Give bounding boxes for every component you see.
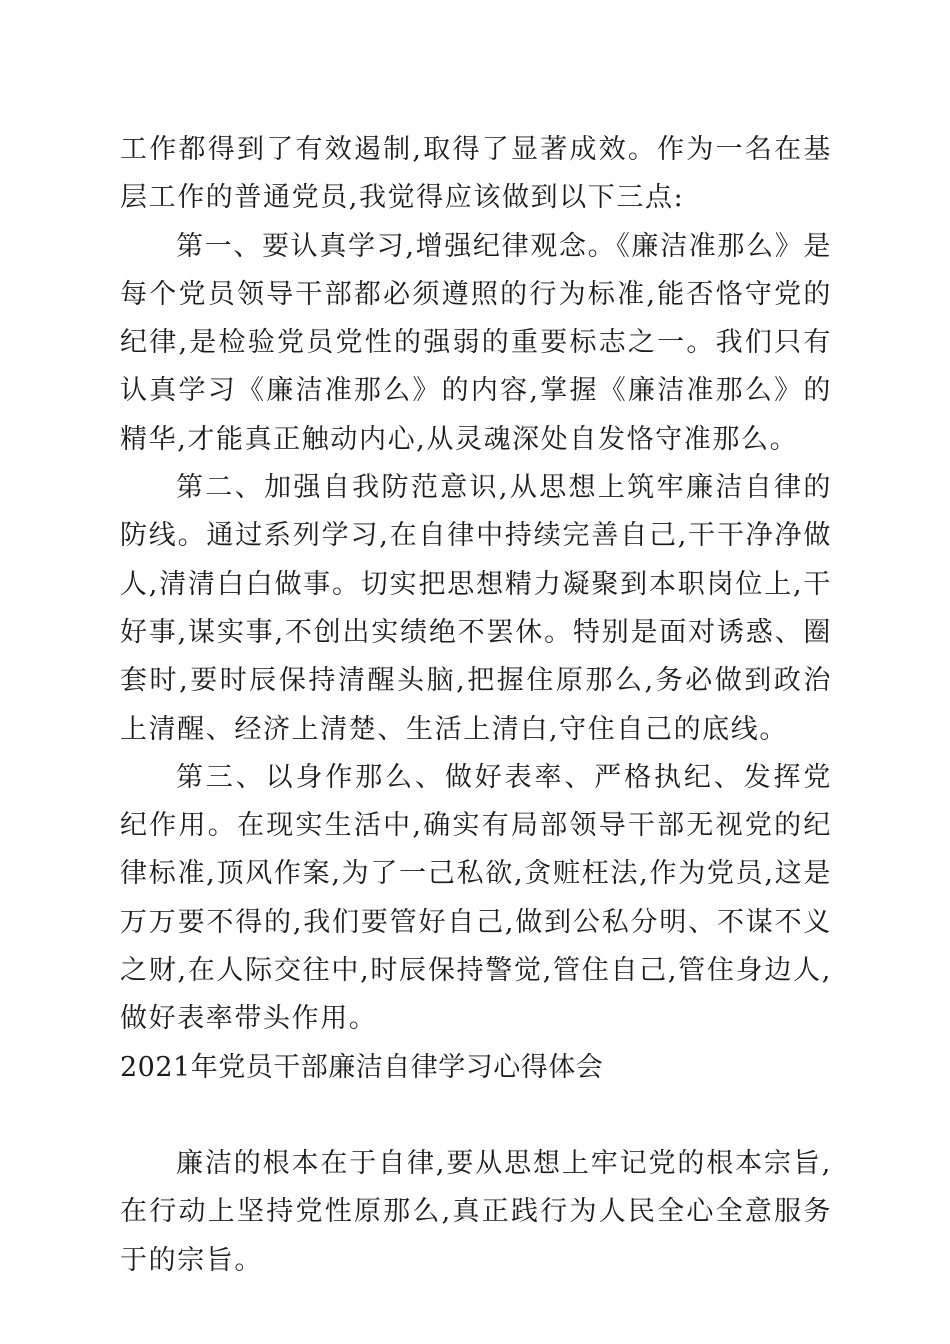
- paragraph-point-three: 第三、以身作那么、做好表率、严格执纪、发挥党纪作用。在现实生活中,确实有局部领导干部无视党的纪律标准,顶风作案,为了一己私欲,贪赃枉法,作为党员,这是万万要不得的,我们要管好自己,做到公私分明、不谋不义之财,在人际交往中,时辰保持警觉,管住自己,管住身边人,做好表率带头作用。: [120, 761, 832, 1035]
- paragraph-intro: 工作都得到了有效遏制,取得了显著成效。作为一名在基层工作的普通党员,我觉得应该做到以下三点:: [120, 134, 832, 214]
- document-body: [120, 126, 832, 1285]
- section-title: 2021年党员干部廉洁自律学习心得体会: [120, 1051, 604, 1083]
- paragraph-point-two: 第二、加强自我防范意识,从思想上筑牢廉洁自律的防线。通过系列学习,在自律中持续完善自己,干干净净做人,清清白白做事。切实把思想精力凝聚到本职岗位上,干好事,谋实事,不创出实绩绝不罢休。特别是面对诱惑、圈套时,要时辰保持清醒头脑,把握住原那么,务必做到政治上清醒、经济上清楚、生活上清白,守住自己的底线。: [120, 472, 832, 745]
- paragraph-point-one: 第一、要认真学习,增强纪律观念。《廉洁准那么》是每个党员领导干部都必须遵照的行为标准,能否恪守党的纪律,是检验党员党性的强弱的重要标志之一。我们只有认真学习《廉洁准那么》的内容,掌握《廉洁准那么》的精华,才能真正触动内心,从灵魂深处自发恪守准那么。: [120, 230, 832, 455]
- section-spacer: [120, 1092, 832, 1140]
- paragraph-section-body: 廉洁的根本在于自律,要从思想上牢记党的根本宗旨,在行动上坚持党性原那么,真正践行为人民全心全意服务于的宗旨。: [120, 1147, 832, 1276]
